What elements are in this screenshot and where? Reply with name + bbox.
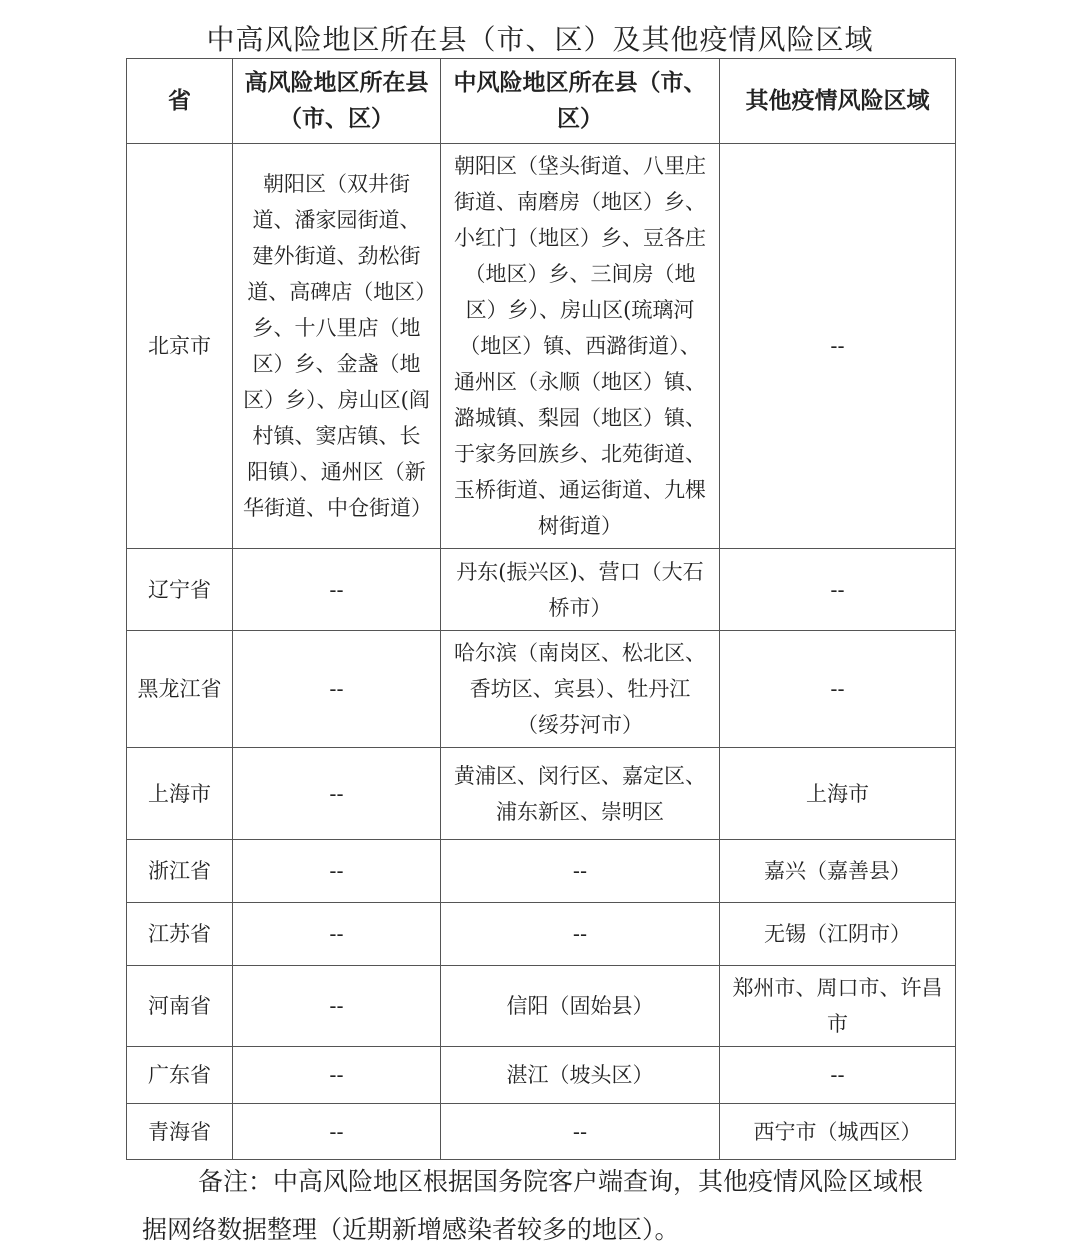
- cell-province: 辽宁省: [127, 549, 233, 631]
- cell-medium-risk: --: [441, 903, 720, 966]
- page-title: 中高风险地区所在县（市、区）及其他疫情风险区域: [206, 23, 874, 56]
- cell-medium-risk: 黄浦区、闵行区、嘉定区、浦东新区、崇明区: [441, 748, 720, 840]
- cell-province: 河南省: [127, 966, 233, 1047]
- cell-other-risk: --: [720, 549, 956, 631]
- cell-medium-risk: 丹东(振兴区)、营口（大石桥市）: [441, 549, 720, 631]
- header-province: 省: [127, 59, 233, 144]
- cell-medium-risk: --: [441, 1104, 720, 1160]
- cell-medium-risk: 信阳（固始县）: [441, 966, 720, 1047]
- cell-other-risk: --: [720, 1047, 956, 1104]
- cell-province: 江苏省: [127, 903, 233, 966]
- cell-high-risk: --: [233, 840, 441, 903]
- cell-medium-risk: 湛江（坡头区）: [441, 1047, 720, 1104]
- cell-other-risk: --: [720, 631, 956, 748]
- cell-province: 上海市: [127, 748, 233, 840]
- footnote: 备注：中高风险地区根据国务院客户端查询，其他疫情风险区域根据网络数据整理（近期新增感染者较多的地区）。: [142, 1167, 924, 1244]
- cell-other-risk: 无锡（江阴市）: [720, 903, 956, 966]
- table-row: [127, 631, 956, 748]
- cell-province: 广东省: [127, 1047, 233, 1104]
- cell-province: 北京市: [127, 144, 233, 549]
- cell-other-risk: 郑州市、周口市、许昌市: [720, 966, 956, 1047]
- cell-medium-risk: 哈尔滨（南岗区、松北区、香坊区、宾县）、牡丹江（绥芬河市）: [441, 631, 720, 748]
- cell-high-risk: 朝阳区（双井街道、潘家园街道、建外街道、劲松街道、高碑店（地区）乡、十八里店（地区）乡、金盏（地区）乡）、房山区(阎村镇、窦店镇、长阳镇）、通州区（新华街道、中仓街道）: [233, 144, 441, 549]
- risk-area-table: [126, 58, 956, 1160]
- cell-high-risk: --: [233, 1047, 441, 1104]
- table-row: [127, 549, 956, 631]
- cell-high-risk: --: [233, 903, 441, 966]
- header-other-risk: 其他疫情风险区域: [720, 59, 956, 144]
- table-row: [127, 1047, 956, 1104]
- header-medium-risk: 中风险地区所在县（市、区）: [441, 59, 720, 144]
- cell-high-risk: --: [233, 631, 441, 748]
- cell-medium-risk: 朝阳区（垡头街道、八里庄街道、南磨房（地区）乡、小红门（地区）乡、豆各庄（地区）乡、三间房（地区）乡）、房山区(琉璃河（地区）镇、西潞街道）、通州区（永顺（地区）镇、潞城镇、梨园（地区）镇、于家务回族乡、北苑街道、玉桥街道、通运街道、九棵树街道）: [441, 144, 720, 549]
- cell-province: 青海省: [127, 1104, 233, 1160]
- table-row: [127, 1104, 956, 1160]
- cell-high-risk: --: [233, 748, 441, 840]
- cell-high-risk: --: [233, 549, 441, 631]
- cell-other-risk: 上海市: [720, 748, 956, 840]
- header-high-risk: 高风险地区所在县（市、区）: [233, 59, 441, 144]
- table-row: [127, 748, 956, 840]
- cell-province: 黑龙江省: [127, 631, 233, 748]
- table-row: [127, 903, 956, 966]
- cell-medium-risk: --: [441, 840, 720, 903]
- cell-other-risk: 西宁市（城西区）: [720, 1104, 956, 1160]
- cell-high-risk: --: [233, 1104, 441, 1160]
- cell-high-risk: --: [233, 966, 441, 1047]
- table-row: [127, 966, 956, 1047]
- table-row: [127, 840, 956, 903]
- table-header-row: [127, 59, 956, 144]
- cell-other-risk: --: [720, 144, 956, 549]
- table-row: [127, 144, 956, 549]
- cell-other-risk: 嘉兴（嘉善县）: [720, 840, 956, 903]
- cell-province: 浙江省: [127, 840, 233, 903]
